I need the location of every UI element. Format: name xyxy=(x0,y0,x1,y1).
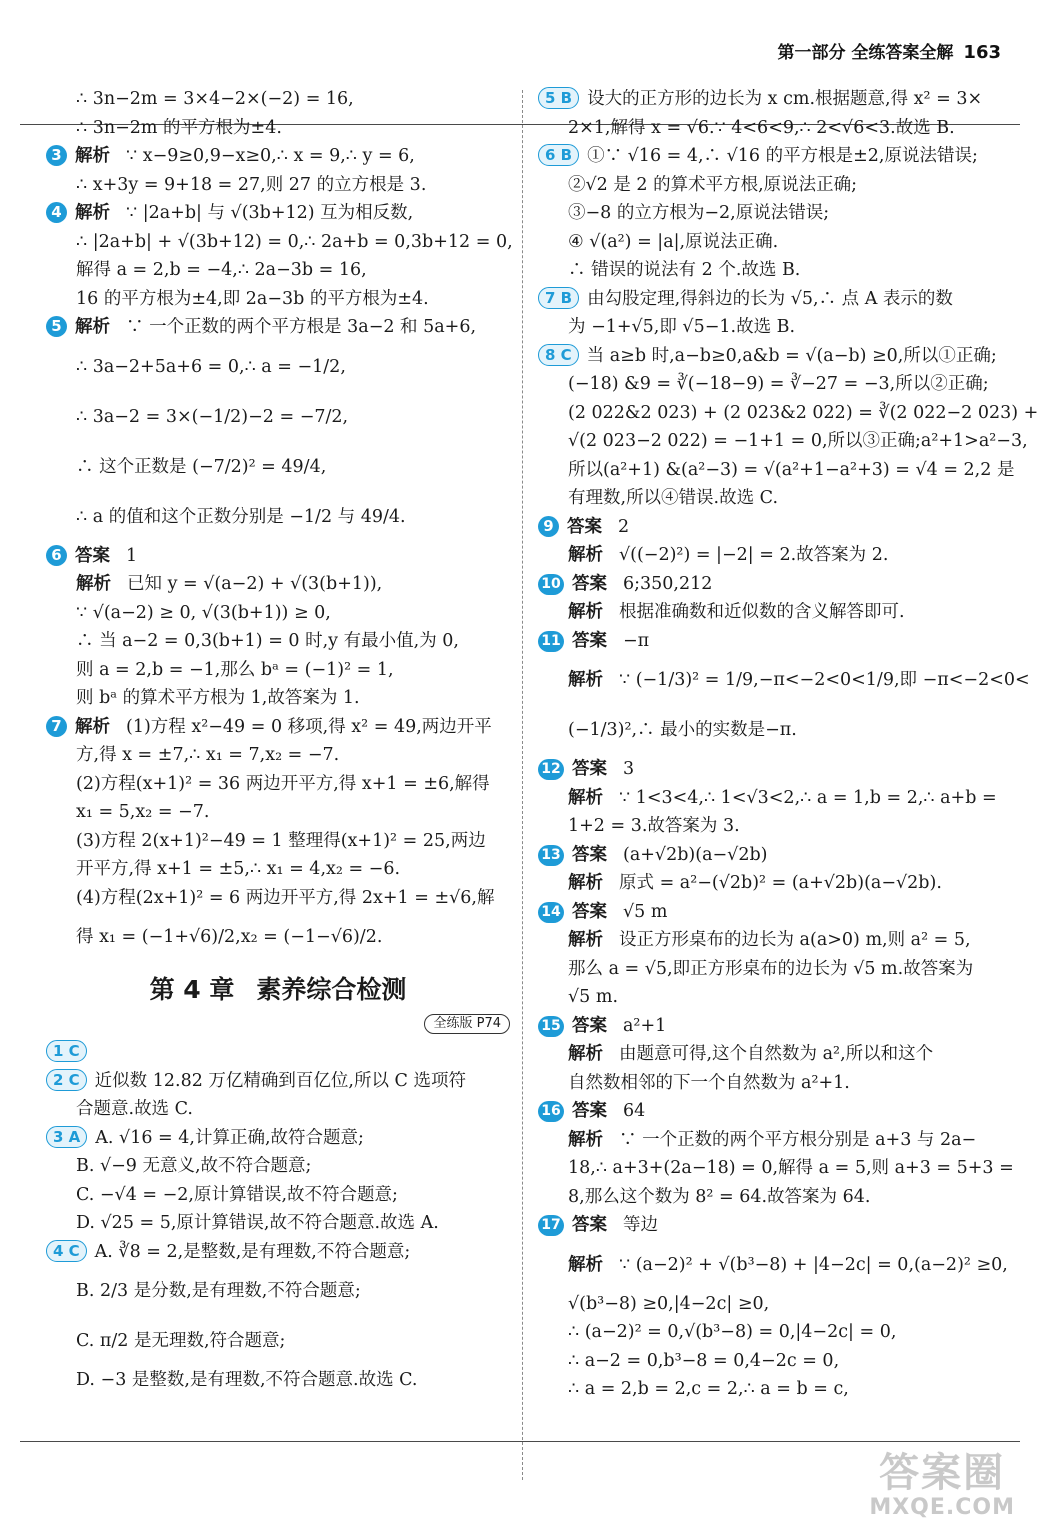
answer-line xyxy=(46,570,510,599)
answer-line xyxy=(46,199,510,228)
answer-line xyxy=(538,898,1008,927)
answer-line xyxy=(46,85,510,114)
answer-text: 得 x₁ = (−1+√6)/2,x₂ = (−1−√6)/2. xyxy=(76,927,383,947)
watermark-line1: 答案圈 xyxy=(879,1450,1006,1496)
answer-line xyxy=(46,827,510,856)
answer-line xyxy=(46,1209,510,1238)
chapter-heading xyxy=(46,968,510,1012)
answer-text: ∴ 3a−2+5a+6 = 0,∴ a = −1/2, xyxy=(76,356,346,377)
answer-line xyxy=(46,1181,510,1210)
answer-text: 64 xyxy=(623,1101,646,1121)
answer-text: 解得 a = 2,b = −4,∴ 2a−3b = 16, xyxy=(76,260,367,280)
bottom-rule xyxy=(20,1441,1020,1442)
question-number-badge: 10 xyxy=(538,574,564,595)
answer-line xyxy=(538,1040,1008,1069)
answer-text: ∴ 3n−2m 的平方根为±4. xyxy=(76,117,282,138)
answer-line xyxy=(46,884,510,913)
answer-line xyxy=(46,285,510,314)
answer-text: 方,得 x = ±7,∴ x₁ = 7,x₂ = −7. xyxy=(76,745,340,765)
answer-text: 等边 xyxy=(623,1215,658,1235)
left-column xyxy=(46,85,513,1395)
answer-text: ∴ (a−2)² = 0,√(b³−8) = 0,|4−2c| = 0, xyxy=(568,1322,897,1342)
answer-line xyxy=(538,427,1028,456)
answer-line xyxy=(538,841,1008,870)
answer-text: 开平方,得 x+1 = ±5,∴ x₁ = 4,x₂ = −6. xyxy=(76,859,401,879)
answer-text: ∵ 一个正数的两个平方根分别是 a+3 与 2a− xyxy=(619,1129,977,1150)
answer-text: 18,∴ a+3+(2a−18) = 0,解得 a = 5,则 a+3 = 5+3 = xyxy=(568,1158,1014,1178)
answer-line xyxy=(538,869,1008,898)
answer-text: 2 xyxy=(618,516,630,537)
answer-text: ∴ x+3y = 9+18 = 27,则 27 的立方根是 3. xyxy=(76,174,427,195)
right-answers xyxy=(538,85,1039,1404)
practice-reference xyxy=(46,1012,510,1038)
watermark-line2: MXQE.COM xyxy=(869,1495,1015,1520)
question-number-badge: 4 xyxy=(46,202,67,223)
answer-line xyxy=(538,570,1008,599)
answer-label: 答案 xyxy=(572,1015,607,1036)
page-number: 163 xyxy=(963,42,1001,63)
answer-line xyxy=(538,1375,1008,1404)
answer-line xyxy=(46,599,510,628)
chapter-title: 素养综合检测 xyxy=(256,975,407,1004)
answer-text: (−18) &9 = ∛(−18−9) = ∛−27 = −3,所以②正确; xyxy=(568,374,989,394)
answer-line xyxy=(538,1347,1008,1376)
answer-line xyxy=(46,684,510,713)
answer-label: 解析 xyxy=(568,545,603,565)
answer-label: 解析 xyxy=(75,716,110,737)
answer-line xyxy=(46,656,510,685)
answer-text: 所以(a²+1) &(a²−3) = √(a²+1−a²+3) = √4 = 2,2 是 xyxy=(568,459,1015,480)
answer-line xyxy=(46,542,510,571)
answer-line xyxy=(538,228,1008,257)
answer-text: ∴ a−2 = 0,b³−8 = 0,4−2c = 0, xyxy=(568,1350,840,1371)
answer-text: 6;350,212 xyxy=(623,573,713,594)
answer-line xyxy=(538,1290,1008,1319)
answer-text: √((−2)²) = |−2| = 2.故答案为 2. xyxy=(619,545,889,565)
answer-text: 合题意.故选 C. xyxy=(76,1099,193,1119)
answer-line xyxy=(538,926,1008,955)
answer-text: (−1/3)²,∴ 最小的实数是−π. xyxy=(568,720,797,740)
answer-line xyxy=(46,1067,510,1096)
question-number-badge: 17 xyxy=(538,1215,564,1236)
answer-label: 答案 xyxy=(572,573,607,594)
answer-label: 解析 xyxy=(75,146,110,166)
answer-line xyxy=(538,812,1008,841)
answer-text: a²+1 xyxy=(623,1015,667,1036)
answer-text: 16 的平方根为±4,即 2a−3b 的平方根为±4. xyxy=(76,288,429,309)
question-number-badge: 15 xyxy=(538,1016,564,1037)
answer-label: 解析 xyxy=(568,873,603,893)
answer-text: ∵ √(a−2) ≥ 0, √(3(b+1)) ≥ 0, xyxy=(76,602,331,623)
answer-line xyxy=(46,1152,510,1181)
answer-text: ∴ 当 a−2 = 0,3(b+1) = 0 时,y 有最小值,为 0, xyxy=(76,631,459,651)
answer-line xyxy=(538,955,1008,984)
answer-text: A. ∛8 = 2,是整数,是有理数,不符合题意; xyxy=(94,1241,411,1262)
answer-text: A. √16 = 4,计算正确,故符合题意; xyxy=(95,1127,364,1148)
answer-line xyxy=(538,598,1008,627)
answer-line xyxy=(46,256,510,285)
answer-line xyxy=(538,484,1008,513)
answer-text: 那么 a = √5,即正方形桌布的边长为 √5 m.故答案为 xyxy=(568,958,974,979)
answer-text: (1)方程 x²−49 = 0 移项,得 x² = 49,两边开平 xyxy=(126,716,492,737)
answer-text: 则 bᵃ 的算术平方根为 1,故答案为 1. xyxy=(76,688,360,708)
answer-text: 自然数相邻的下一个自然数为 a²+1. xyxy=(568,1072,850,1093)
answer-text: 由题意可得,这个自然数为 a²,所以和这个 xyxy=(619,1044,934,1064)
answer-line xyxy=(46,1038,510,1067)
answer-text: 已知 y = √(a−2) + √(3(b+1)), xyxy=(127,574,383,594)
left-answers xyxy=(46,85,513,962)
page-header xyxy=(778,38,1002,63)
answer-line xyxy=(46,741,510,770)
answer-line xyxy=(538,342,1008,371)
answer-line xyxy=(46,798,510,827)
answer-text: 1 xyxy=(126,545,138,566)
answer-label: 答案 xyxy=(75,545,110,566)
answer-line xyxy=(538,171,1008,200)
answer-text: ∵ x−9≥0,9−x≥0,∴ x = 9,∴ y = 6, xyxy=(126,146,415,166)
answer-text: ∵ (−1/3)² = 1/9,−π<−2<0<1/9,即 −π<−2<0< xyxy=(619,670,1030,690)
answer-line xyxy=(538,256,1008,285)
watermark-logo xyxy=(869,1451,1015,1520)
answer-text: (2 022&2 023) + (2 023&2 022) = ∛(2 022−2 023) + xyxy=(568,402,1039,423)
answer-text: ∵ 1<3<4,∴ 1<√3<2,∴ a = 1,b = 2,∴ a+b = xyxy=(619,787,997,808)
question-number-badge: 9 xyxy=(538,516,559,537)
answer-label: 解析 xyxy=(75,317,110,337)
answer-line xyxy=(538,983,1008,1012)
answer-label: 解析 xyxy=(568,1129,603,1150)
answer-line xyxy=(538,655,1030,705)
answer-line xyxy=(46,1238,510,1267)
answer-line xyxy=(538,627,1008,656)
answer-text: √(b³−8) ≥0,|4−2c| ≥0, xyxy=(568,1293,770,1314)
answer-text: ②√2 是 2 的算术平方根,原说法正确; xyxy=(568,174,858,195)
answer-text: (2)方程(x+1)² = 36 两边开平方,得 x+1 = ±6,解得 xyxy=(76,773,490,794)
answer-text: 设正方形桌布的边长为 a(a>0) m,则 a² = 5, xyxy=(619,930,971,950)
answer-label: 答案 xyxy=(572,1215,607,1235)
answer-line xyxy=(538,142,1008,171)
chapter-number: 第 4 章 xyxy=(149,975,235,1004)
answer-text: ∴ 3n−2m = 3×4−2×(−2) = 16, xyxy=(76,89,354,109)
answer-line xyxy=(46,770,510,799)
answer-label: 答案 xyxy=(572,759,607,779)
question-number-badge: 16 xyxy=(538,1101,564,1122)
question-number-badge: 3 xyxy=(46,145,67,166)
answer-label: 答案 xyxy=(572,844,607,865)
answer-text: ④ √(a²) = |a|,原说法正确. xyxy=(568,231,779,252)
answer-line xyxy=(538,1012,1008,1041)
question-number-badge: 7 xyxy=(46,716,67,737)
answer-line xyxy=(538,399,1039,428)
answer-line xyxy=(46,1124,510,1153)
answer-text: ∴ a = 2,b = 2,c = 2,∴ a = b = c, xyxy=(568,1379,849,1399)
answer-text: D. √25 = 5,原计算错误,故不符合题意.故选 A. xyxy=(76,1213,439,1233)
choice-answer-badge: 4 C xyxy=(46,1240,87,1262)
answer-label: 解析 xyxy=(75,203,110,223)
answer-text: 则 a = 2,b = −1,那么 bᵃ = (−1)² = 1, xyxy=(76,659,394,680)
answer-text: √5 m xyxy=(623,901,668,922)
answer-label: 答案 xyxy=(572,630,607,651)
answer-text: 近似数 12.82 万亿精确到百亿位,所以 C 选项符 xyxy=(94,1070,466,1091)
answer-line xyxy=(46,171,510,200)
answer-line xyxy=(538,1183,1008,1212)
answer-line xyxy=(46,313,510,342)
answer-text: 由勾股定理,得斜边的长为 √5,∴ 点 A 表示的数 xyxy=(587,288,953,309)
answer-text: D. −3 是整数,是有理数,不符合题意.故选 C. xyxy=(76,1370,418,1390)
answer-text: ∴ 错误的说法有 2 个.故选 B. xyxy=(568,260,801,280)
answer-text: √(2 023−2 022) = −1+1 = 0,所以③正确;a²+1>a²−3, xyxy=(568,431,1028,451)
answer-text: B. 2/3 是分数,是有理数,不符合题意; xyxy=(76,1281,361,1301)
answer-text: 为 −1+√5,即 √5−1.故选 B. xyxy=(568,317,796,337)
answer-line xyxy=(538,541,1008,570)
answer-text: (3)方程 2(x+1)²−49 = 1 整理得(x+1)² = 25,两边 xyxy=(76,830,486,851)
choice-answer-badge: 6 B xyxy=(538,144,579,166)
answer-text: 原式 = a²−(√2b)² = (a+√2b)(a−√2b). xyxy=(619,873,942,893)
answer-line xyxy=(538,114,1008,143)
answer-line xyxy=(46,228,513,257)
answer-line xyxy=(46,492,510,542)
answer-line xyxy=(46,1095,510,1124)
answer-line xyxy=(538,199,1008,228)
answer-text: 8,那么这个数为 8² = 64.故答案为 64. xyxy=(568,1186,871,1207)
left-answers-chapter xyxy=(46,1038,510,1395)
answer-line xyxy=(46,142,510,171)
answer-line xyxy=(538,370,1008,399)
answer-text: ③−8 的立方根为−2,原说法错误; xyxy=(568,203,830,223)
answer-line xyxy=(46,1366,510,1395)
answer-line xyxy=(538,705,1008,755)
answer-text: (4)方程(2x+1)² = 6 两边开平方,得 2x+1 = ±√6,解 xyxy=(76,887,495,908)
answer-line xyxy=(538,313,1008,342)
answer-text: 根据准确数和近似数的含义解答即可. xyxy=(619,602,905,622)
answer-text: ∵ |2a+b| 与 √(3b+12) 互为相反数, xyxy=(126,203,414,223)
answer-line xyxy=(46,1266,510,1316)
answer-text: ∵ (a−2)² + √(b³−8) + |4−2c| = 0,(a−2)² ≥0, xyxy=(619,1254,1008,1275)
choice-answer-badge: 2 C xyxy=(46,1069,87,1091)
answer-text: 1+2 = 3.故答案为 3. xyxy=(568,816,740,836)
answer-label: 解析 xyxy=(568,1044,603,1064)
answer-line xyxy=(538,755,1008,784)
question-number-badge: 13 xyxy=(538,845,564,866)
answer-text: ∴ |2a+b| + √(3b+12) = 0,∴ 2a+b = 0,3b+12 = 0, xyxy=(76,231,513,252)
question-number-badge: 6 xyxy=(46,545,67,566)
answer-line xyxy=(46,392,510,442)
answer-text: 有理数,所以④错误.故选 C. xyxy=(568,488,779,508)
answer-line xyxy=(538,1240,1008,1290)
answer-line xyxy=(46,713,510,742)
answer-line xyxy=(538,513,1008,542)
answer-line xyxy=(46,442,510,492)
answer-line xyxy=(538,85,1008,114)
answer-line xyxy=(538,456,1015,485)
answer-line xyxy=(538,285,1008,314)
answer-line xyxy=(538,1069,1008,1098)
answer-text: (a+√2b)(a−√2b) xyxy=(623,844,768,865)
choice-answer-badge: 3 A xyxy=(46,1126,87,1148)
question-number-badge: 14 xyxy=(538,902,564,923)
right-column xyxy=(538,85,1039,1404)
answer-text: √5 m. xyxy=(568,987,619,1007)
answer-label: 答案 xyxy=(567,516,602,537)
answer-label: 解析 xyxy=(568,1254,603,1275)
answer-text: ①∵ √16 = 4,∴ √16 的平方根是±2,原说法错误; xyxy=(587,146,978,166)
answer-text: x₁ = 5,x₂ = −7. xyxy=(76,802,210,822)
column-divider xyxy=(522,90,523,1480)
answer-label: 答案 xyxy=(572,901,607,922)
answer-line xyxy=(46,912,510,962)
question-number-badge: 12 xyxy=(538,759,564,780)
answer-text: −π xyxy=(623,630,650,651)
choice-answer-badge: 5 B xyxy=(538,87,579,109)
answer-text: ∴ 这个正数是 (−7/2)² = 49/4, xyxy=(76,456,327,477)
answer-text: 设大的正方形的边长为 x cm.根据题意,得 x² = 3× xyxy=(587,89,983,109)
choice-answer-badge: 8 C xyxy=(538,344,579,366)
answer-line xyxy=(46,342,510,392)
answer-line xyxy=(46,1316,510,1366)
answer-text: 当 a≥b 时,a−b≥0,a&b = √(a−b) ≥0,所以①正确; xyxy=(586,345,997,366)
reference-tag: 全练版 P74 xyxy=(424,1014,510,1034)
answer-label: 解析 xyxy=(568,930,603,950)
answer-label: 答案 xyxy=(572,1101,607,1121)
answer-label: 解析 xyxy=(76,574,111,594)
answer-label: 解析 xyxy=(568,787,603,808)
question-number-badge: 5 xyxy=(46,316,67,337)
answer-line xyxy=(538,1097,1008,1126)
answer-text: C. π/2 是无理数,符合题意; xyxy=(76,1331,286,1351)
answer-label: 解析 xyxy=(568,670,603,690)
answer-line xyxy=(538,1211,1008,1240)
question-number-badge: 11 xyxy=(538,631,564,652)
section-title: 第一部分 全练答案全解 xyxy=(777,43,954,63)
answer-line xyxy=(538,784,1008,813)
answer-text: ∵ 一个正数的两个平方根是 3a−2 和 5a+6, xyxy=(126,317,477,337)
answer-label: 解析 xyxy=(568,602,603,622)
answer-text: ∴ a 的值和这个正数分别是 −1/2 与 49/4. xyxy=(76,506,406,527)
choice-answer-badge: 1 C xyxy=(46,1040,87,1062)
answer-line xyxy=(46,627,510,656)
choice-answer-badge: 7 B xyxy=(538,287,579,309)
answer-line xyxy=(46,855,510,884)
answer-line xyxy=(46,114,510,143)
answer-line xyxy=(538,1318,1008,1347)
answer-line xyxy=(538,1126,1008,1155)
answer-text: B. √−9 无意义,故不符合题意; xyxy=(76,1156,312,1176)
answer-text: 2×1,解得 x = √6.∵ 4<6<9,∴ 2<√6<3.故选 B. xyxy=(568,117,955,138)
answer-text: 3 xyxy=(623,759,635,779)
answer-text: C. −√4 = −2,原计算错误,故不符合题意; xyxy=(76,1184,398,1205)
answer-line xyxy=(538,1154,1014,1183)
answer-text: ∴ 3a−2 = 3×(−1/2)−2 = −7/2, xyxy=(76,406,349,427)
